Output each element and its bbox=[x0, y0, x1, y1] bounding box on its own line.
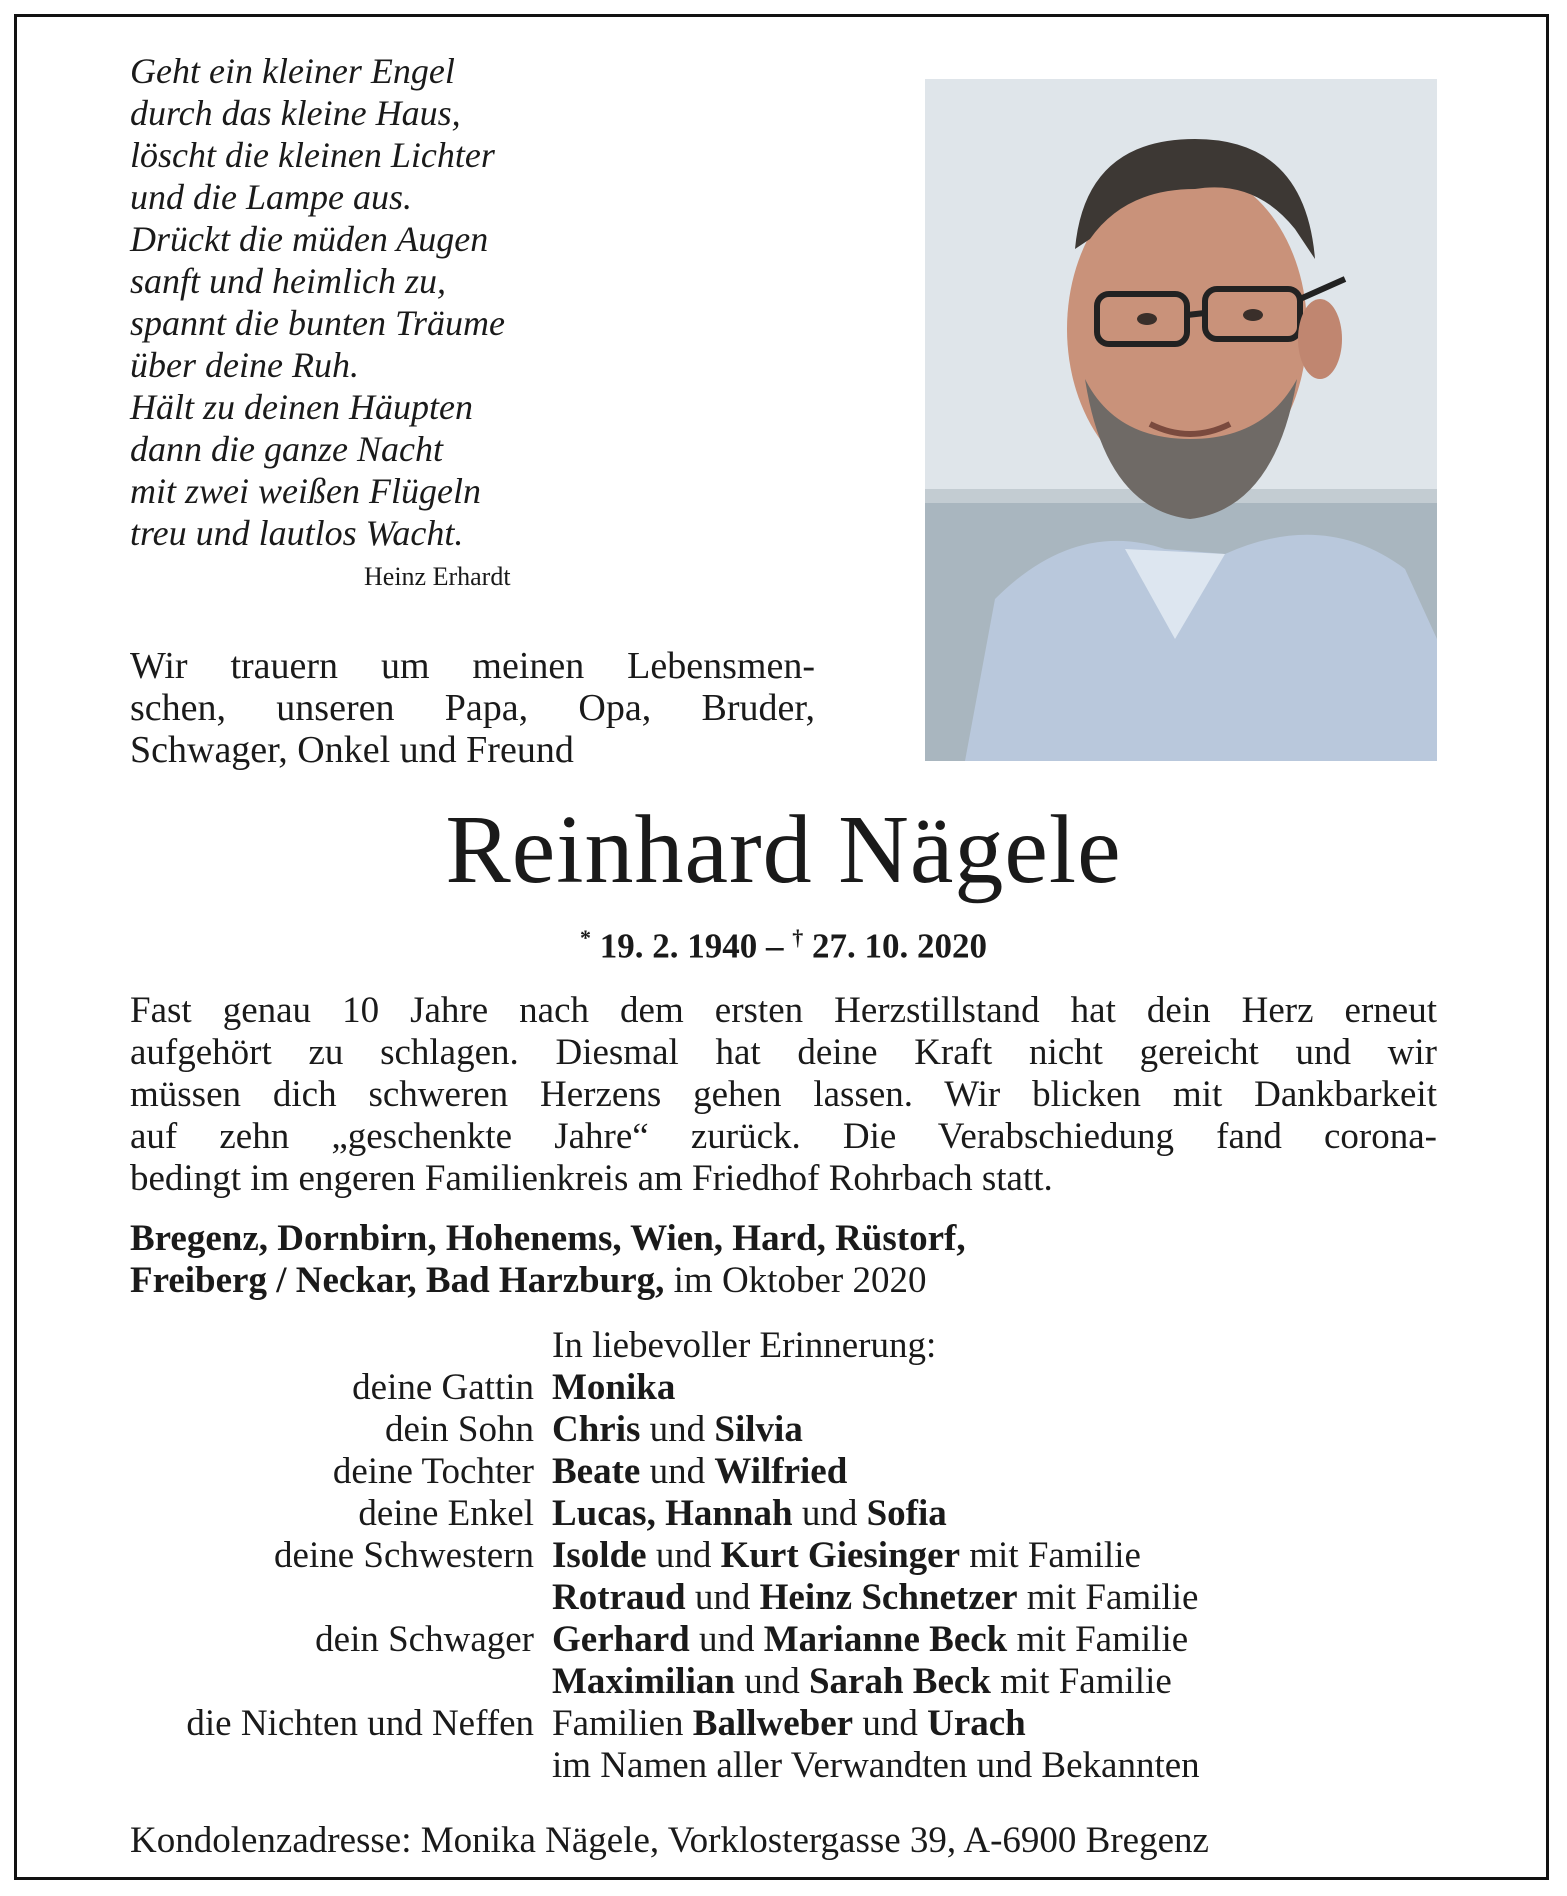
family-member-name: Sofia bbox=[866, 1493, 947, 1534]
family-connector: Familien bbox=[552, 1703, 693, 1744]
family-connector: und bbox=[689, 1619, 764, 1660]
family-connector: und bbox=[792, 1493, 867, 1534]
birth-symbol: * bbox=[580, 925, 591, 950]
poem-line: sanft und heimlich zu, bbox=[130, 261, 446, 301]
family-row bbox=[130, 1535, 1440, 1577]
family-row bbox=[130, 1367, 1440, 1409]
family-connector: im Namen aller Verwandten und Bekannten bbox=[552, 1745, 1200, 1786]
family-names bbox=[552, 1661, 1440, 1703]
family-row bbox=[130, 1619, 1440, 1661]
family-member-name: Lucas, Hannah bbox=[552, 1493, 793, 1534]
death-symbol: † bbox=[792, 925, 804, 950]
family-relation bbox=[130, 1577, 552, 1619]
family-connector: und bbox=[646, 1535, 721, 1576]
intro-line: Schwager, Onkel und Freund bbox=[130, 729, 574, 771]
family-member-name: Wilfried bbox=[714, 1451, 848, 1492]
family-member-name: Ballweber bbox=[692, 1703, 854, 1744]
family-relation bbox=[130, 1661, 552, 1703]
family-member-name: Urach bbox=[927, 1703, 1026, 1744]
poem bbox=[130, 50, 600, 554]
family-row bbox=[130, 1577, 1440, 1619]
family-connector: mit Familie bbox=[960, 1535, 1141, 1576]
body-line: Fast genau 10 Jahre nach dem ersten Herzstillstand hat dein Herz erneut bbox=[130, 990, 1437, 1031]
family-names bbox=[552, 1703, 1440, 1745]
family-member-name: Rotraud bbox=[552, 1577, 686, 1618]
portrait-illustration bbox=[925, 79, 1437, 761]
family-heading: In liebevoller Erinnerung: bbox=[552, 1325, 937, 1366]
poem-line: Drückt die müden Augen bbox=[130, 219, 489, 259]
family-names bbox=[552, 1409, 1440, 1451]
places-date: im Oktober 2020 bbox=[664, 1260, 927, 1301]
family-relation: die Nichten und Neffen bbox=[186, 1703, 534, 1744]
family-heading-row bbox=[130, 1325, 1440, 1367]
places-line bbox=[130, 1218, 1230, 1302]
body-paragraph bbox=[130, 990, 1437, 1200]
family-connector: und bbox=[853, 1703, 928, 1744]
poem-line: über deine Ruh. bbox=[130, 345, 359, 385]
family-names bbox=[552, 1619, 1440, 1661]
poem-line: Geht ein kleiner Engel bbox=[130, 51, 455, 91]
family-relation: deine Enkel bbox=[358, 1493, 534, 1534]
places-bold-line: Freiberg / Neckar, Bad Harzburg, bbox=[130, 1260, 665, 1301]
family-relation: deine Schwestern bbox=[274, 1535, 534, 1576]
poem-line: spannt die bunten Träume bbox=[130, 303, 505, 343]
family-row bbox=[130, 1409, 1440, 1451]
family-member-name: Beate bbox=[552, 1451, 641, 1492]
family-connector: und bbox=[685, 1577, 760, 1618]
family-row bbox=[130, 1745, 1440, 1787]
family-names bbox=[552, 1535, 1440, 1577]
family-row bbox=[130, 1451, 1440, 1493]
portrait-photo bbox=[925, 79, 1437, 761]
family-row bbox=[130, 1661, 1440, 1703]
body-line: aufgehört zu schlagen. Diesmal hat deine Kraft nicht gereicht und wir bbox=[130, 1032, 1437, 1073]
family-relation: dein Sohn bbox=[384, 1409, 534, 1450]
poem-line: und die Lampe aus. bbox=[130, 177, 412, 217]
family-connector: und bbox=[640, 1409, 715, 1450]
family-member-name: Isolde bbox=[552, 1535, 647, 1576]
condolence-address: Kondolenzadresse: Monika Nägele, Vorklostergasse 39, A-6900 Bregenz bbox=[130, 1820, 1209, 1861]
family-relation: dein Schwager bbox=[315, 1619, 534, 1660]
poem-line: löscht die kleinen Lichter bbox=[130, 135, 495, 175]
deceased-name: Reinhard Nägele bbox=[445, 796, 1122, 904]
family-connector: und bbox=[640, 1451, 715, 1492]
date-separator: – bbox=[766, 926, 784, 966]
intro-text bbox=[130, 645, 815, 771]
family-connector: mit Familie bbox=[1007, 1619, 1189, 1660]
family-row bbox=[130, 1703, 1440, 1745]
family-connector: mit Familie bbox=[990, 1661, 1172, 1702]
family-member-name: Maximilian bbox=[552, 1661, 735, 1702]
intro-line: Wir trauern um meinen Lebensmen- bbox=[130, 645, 815, 687]
family-names bbox=[552, 1745, 1440, 1787]
places-bold-line: Bregenz, Dornbirn, Hohenems, Wien, Hard, Rüstorf, bbox=[130, 1218, 966, 1259]
poem-line: mit zwei weißen Flügeln bbox=[130, 471, 481, 511]
family-relation: deine Gattin bbox=[352, 1367, 534, 1408]
family-connector: und bbox=[734, 1661, 809, 1702]
family-member-name: Heinz Schnetzer bbox=[759, 1577, 1018, 1618]
poem-line: dann die ganze Nacht bbox=[130, 429, 443, 469]
poem-author: Heinz Erhardt bbox=[364, 562, 511, 591]
family-row bbox=[130, 1493, 1440, 1535]
poem-line: treu und lautlos Wacht. bbox=[130, 513, 464, 553]
family-names bbox=[552, 1493, 1440, 1535]
body-line: bedingt im engeren Familienkreis am Friedhof Rohrbach statt. bbox=[130, 1158, 1053, 1199]
poem-line: Hält zu deinen Häupten bbox=[130, 387, 473, 427]
family-names bbox=[552, 1451, 1440, 1493]
body-line: müssen dich schweren Herzens gehen lassen. Wir blicken mit Dankbarkeit bbox=[130, 1074, 1437, 1115]
family-relation bbox=[130, 1745, 552, 1787]
family-member-name: Monika bbox=[552, 1367, 676, 1408]
life-dates bbox=[0, 925, 1567, 967]
family-member-name: Sarah Beck bbox=[808, 1661, 991, 1702]
family-member-name: Marianne Beck bbox=[763, 1619, 1008, 1660]
family-member-name: Gerhard bbox=[552, 1619, 690, 1660]
poem-line: durch das kleine Haus, bbox=[130, 93, 461, 133]
family-member-name: Kurt Giesinger bbox=[720, 1535, 961, 1576]
family-member-name: Silvia bbox=[714, 1409, 803, 1450]
family-names bbox=[552, 1367, 1440, 1409]
birth-date: 19. 2. 1940 bbox=[599, 926, 758, 966]
intro-line: schen, unseren Papa, Opa, Bruder, bbox=[130, 687, 815, 729]
family-member-name: Chris bbox=[552, 1409, 641, 1450]
family-names bbox=[552, 1577, 1440, 1619]
body-line: auf zehn „geschenkte Jahre“ zurück. Die Verabschiedung fand corona- bbox=[130, 1116, 1437, 1157]
family-connector: mit Familie bbox=[1017, 1577, 1199, 1618]
family-list bbox=[130, 1325, 1440, 1787]
death-date: 27. 10. 2020 bbox=[812, 926, 987, 966]
family-relation: deine Tochter bbox=[332, 1451, 534, 1492]
